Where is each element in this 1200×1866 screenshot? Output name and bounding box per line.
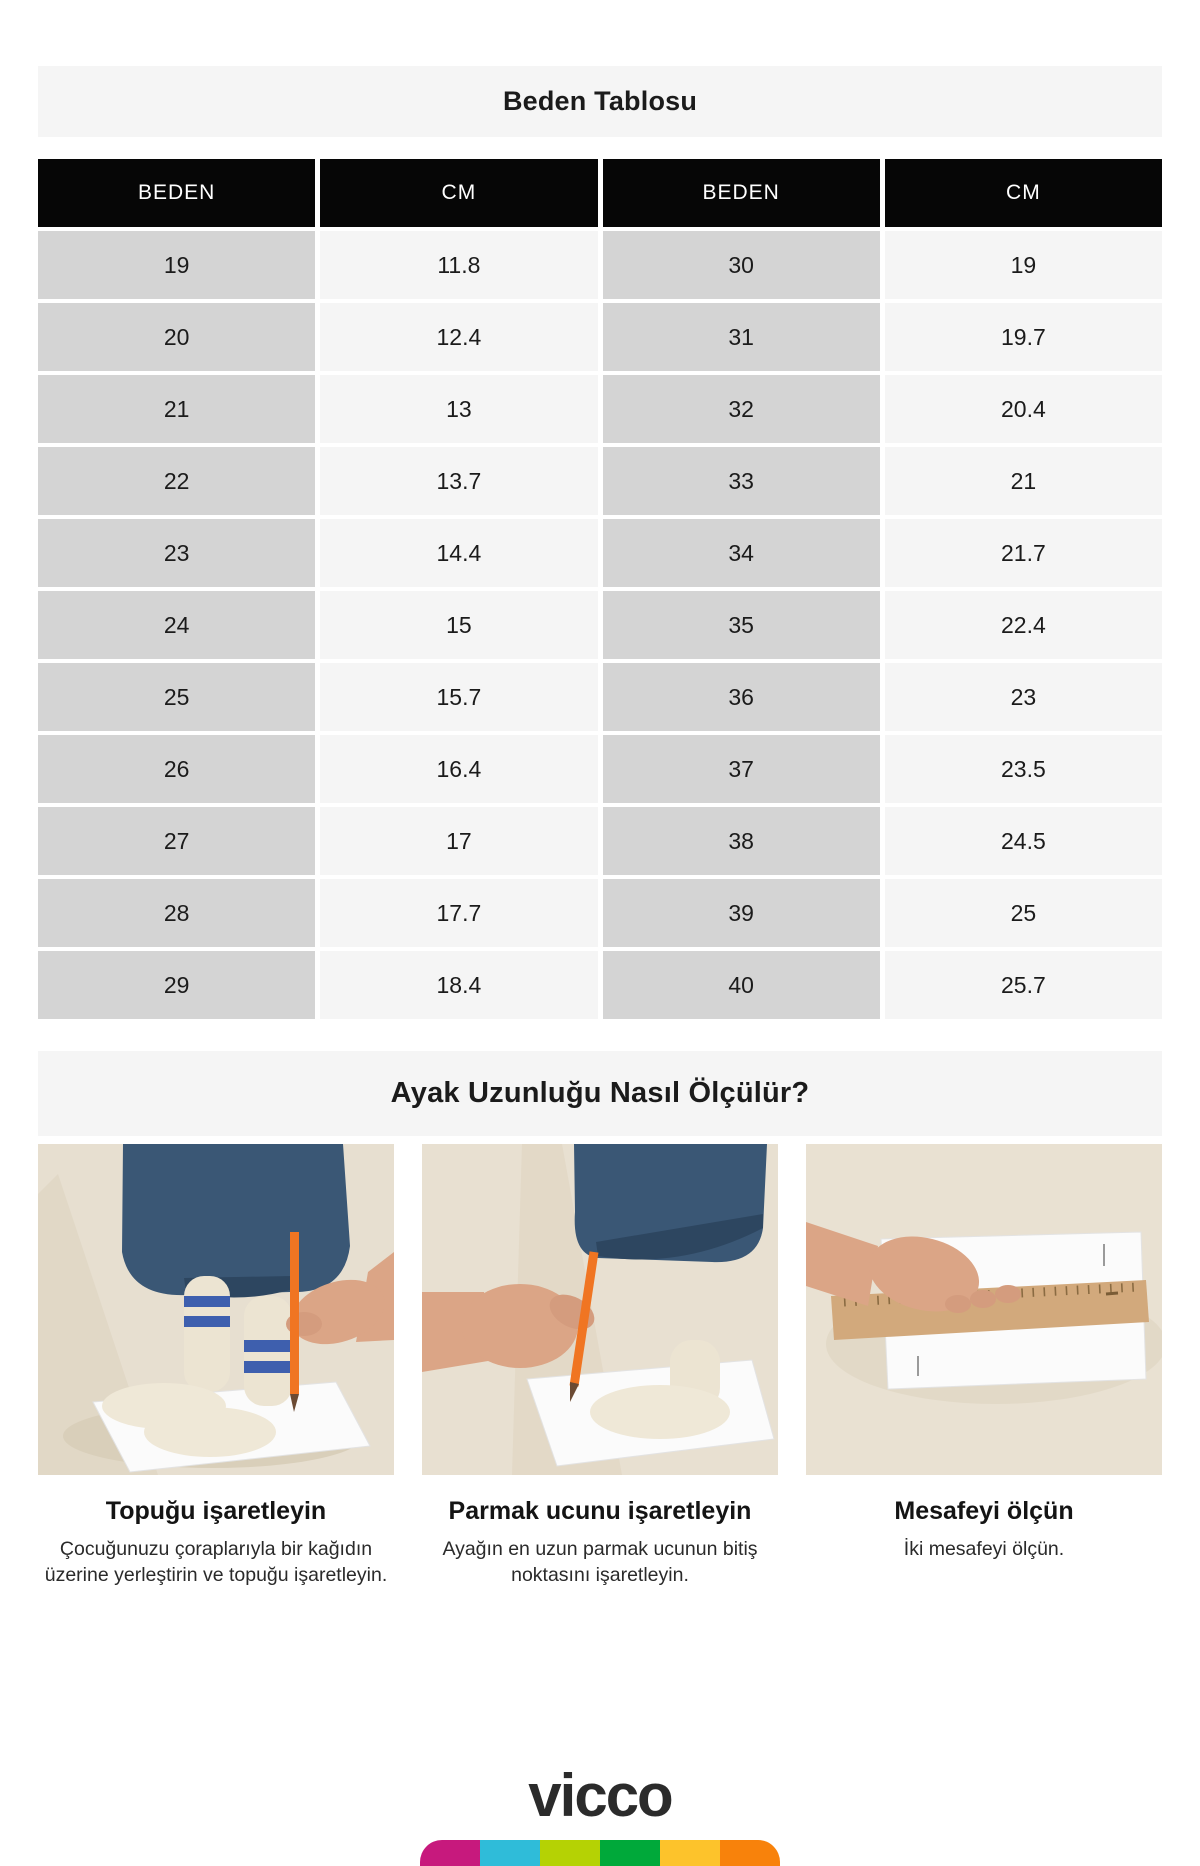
photo-mark-heel bbox=[38, 1144, 394, 1475]
size-table-header-beden-right: BEDEN bbox=[603, 159, 880, 227]
cm-cell: 17.7 bbox=[320, 879, 597, 947]
size-cell: 30 bbox=[603, 231, 880, 299]
size-cell: 33 bbox=[603, 447, 880, 515]
size-cell: 22 bbox=[38, 447, 315, 515]
rainbow-segment bbox=[720, 1840, 780, 1866]
cm-cell: 24.5 bbox=[885, 807, 1162, 875]
size-chart-title: Beden Tablosu bbox=[502, 86, 698, 116]
cm-cell: 23 bbox=[885, 663, 1162, 731]
cm-cell: 12.4 bbox=[320, 303, 597, 371]
rainbow-bar bbox=[420, 1840, 780, 1866]
step-title: Mesafeyi ölçün bbox=[894, 1497, 1074, 1525]
rainbow-segment bbox=[480, 1840, 540, 1866]
size-cell: 25 bbox=[38, 663, 315, 731]
ruler-mark-graphic bbox=[1106, 1293, 1118, 1294]
size-chart-title-banner bbox=[38, 66, 1162, 137]
cm-cell: 15.7 bbox=[320, 663, 597, 731]
size-cell: 40 bbox=[603, 951, 880, 1019]
cm-cell: 19 bbox=[885, 231, 1162, 299]
footer bbox=[0, 1762, 1200, 1866]
measure-steps bbox=[38, 1144, 1162, 1588]
size-cell: 27 bbox=[38, 807, 315, 875]
cm-cell: 17 bbox=[320, 807, 597, 875]
cm-cell: 22.4 bbox=[885, 591, 1162, 659]
cm-cell: 11.8 bbox=[320, 231, 597, 299]
size-cell: 32 bbox=[603, 375, 880, 443]
rainbow-segment bbox=[600, 1840, 660, 1866]
cm-cell: 20.4 bbox=[885, 375, 1162, 443]
cm-cell: 15 bbox=[320, 591, 597, 659]
photo-mark-toe bbox=[422, 1144, 778, 1475]
pencil-graphic bbox=[290, 1232, 299, 1394]
size-cell: 19 bbox=[38, 231, 315, 299]
size-cell: 21 bbox=[38, 375, 315, 443]
measure-section-title: Ayak Uzunluğu Nasıl Ölçülür? bbox=[390, 1077, 810, 1109]
cm-cell: 16.4 bbox=[320, 735, 597, 803]
size-table-header-cm-right: CM bbox=[885, 159, 1162, 227]
rainbow-segment bbox=[540, 1840, 600, 1866]
step-description: Ayağın en uzun parmak ucunun bitiş noktasını işaretleyin. bbox=[442, 1538, 758, 1586]
size-cell: 31 bbox=[603, 303, 880, 371]
step-description: İki mesafeyi ölçün. bbox=[903, 1538, 1065, 1560]
size-cell: 37 bbox=[603, 735, 880, 803]
step-mark-heel bbox=[38, 1144, 394, 1588]
cm-cell: 18.4 bbox=[320, 951, 597, 1019]
size-cell: 39 bbox=[603, 879, 880, 947]
size-cell: 20 bbox=[38, 303, 315, 371]
size-cell: 29 bbox=[38, 951, 315, 1019]
fingers-graphic bbox=[945, 1295, 971, 1313]
fingers-graphic bbox=[970, 1290, 996, 1308]
size-cell: 24 bbox=[38, 591, 315, 659]
cm-cell: 21.7 bbox=[885, 519, 1162, 587]
step-mark-toe bbox=[422, 1144, 778, 1588]
cm-cell: 19.7 bbox=[885, 303, 1162, 371]
fingers-graphic bbox=[995, 1285, 1021, 1303]
size-cell: 36 bbox=[603, 663, 880, 731]
cm-cell: 13 bbox=[320, 375, 597, 443]
step-title: Topuğu işaretleyin bbox=[105, 1497, 327, 1525]
measure-section-banner bbox=[38, 1051, 1162, 1136]
cm-cell: 23.5 bbox=[885, 735, 1162, 803]
size-table-header-beden-left: BEDEN bbox=[38, 159, 315, 227]
size-cell: 38 bbox=[603, 807, 880, 875]
size-cell: 28 bbox=[38, 879, 315, 947]
foot-graphic bbox=[144, 1407, 276, 1457]
jeans-graphic bbox=[122, 1144, 350, 1295]
cm-cell: 21 bbox=[885, 447, 1162, 515]
step-description: Çocuğunuzu çoraplarıyla bir kağıdın üzerine yerleştirin ve topuğu işaretleyin. bbox=[44, 1538, 388, 1586]
size-table-header-cm-left: CM bbox=[320, 159, 597, 227]
cm-cell: 25 bbox=[885, 879, 1162, 947]
foot-graphic bbox=[590, 1385, 730, 1439]
size-cell: 35 bbox=[603, 591, 880, 659]
photo-measure-distance bbox=[806, 1144, 1162, 1475]
rainbow-segment bbox=[660, 1840, 720, 1866]
cm-cell: 25.7 bbox=[885, 951, 1162, 1019]
sock-graphic bbox=[184, 1276, 230, 1392]
step-measure-distance bbox=[806, 1144, 1162, 1588]
size-cell: 26 bbox=[38, 735, 315, 803]
step-title: Parmak ucunu işaretleyin bbox=[448, 1497, 752, 1525]
size-table bbox=[38, 159, 1162, 1019]
size-cell: 34 bbox=[603, 519, 880, 587]
size-cell: 23 bbox=[38, 519, 315, 587]
cm-cell: 13.7 bbox=[320, 447, 597, 515]
rainbow-segment bbox=[420, 1840, 480, 1866]
vicco-logo: vicco bbox=[528, 1762, 672, 1829]
cm-cell: 14.4 bbox=[320, 519, 597, 587]
